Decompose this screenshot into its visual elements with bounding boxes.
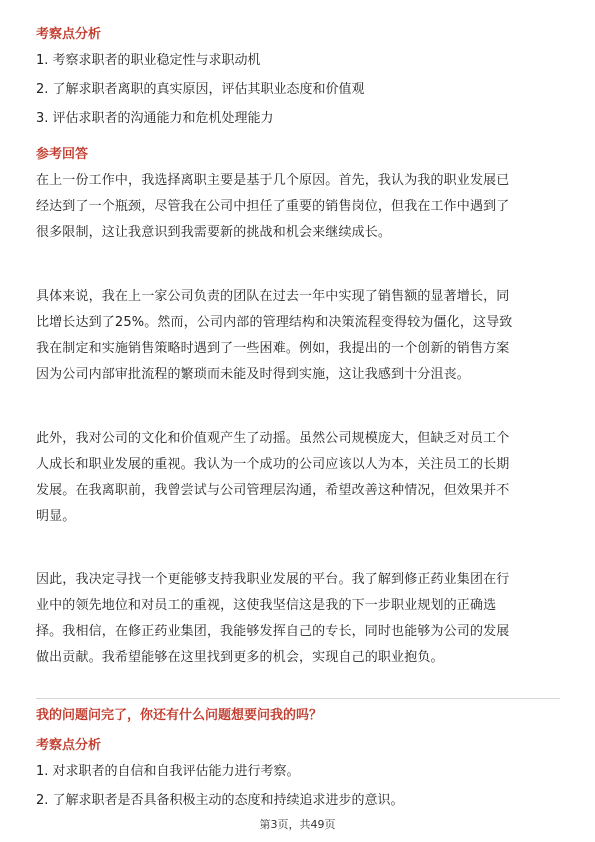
paragraph-line: 业中的领先地位和对员工的重视，这使我坚信这是我的下一步职业规划的正确选 xyxy=(36,598,497,613)
paragraph-line: 在上一份工作中，我选择离职主要是基于几个原因。首先，我认为我的职业发展已 xyxy=(36,173,510,188)
analysis-item-2: 2. 了解求职者是否具备积极主动的态度和持续追求进步的意识。 xyxy=(36,793,404,808)
answer-paragraph-1 xyxy=(36,168,560,246)
analysis-item-1: 1. 考察求职者的职业稳定性与求职动机 xyxy=(36,53,261,68)
paragraph-line: 我在制定和实施销售策略时遇到了一些困难。例如，我提出的一个创新的销售方案 xyxy=(36,341,510,356)
section-divider xyxy=(36,698,560,699)
analysis-item-2: 2. 了解求职者离职的真实原因，评估其职业态度和价值观 xyxy=(36,82,365,97)
paragraph-line: 因此，我决定寻找一个更能够支持我职业发展的平台。我了解到修正药业集团在行 xyxy=(36,572,510,587)
analysis-item-1: 1. 对求职者的自信和自我评估能力进行考察。 xyxy=(36,764,300,779)
answer-paragraph-4 xyxy=(36,567,560,671)
section-heading-analysis-2: 考察点分析 xyxy=(36,738,102,753)
paragraph-line: 择。我相信，在修正药业集团，我能够发挥自己的专长，同时也能够为公司的发展 xyxy=(36,624,510,639)
paragraph-line: 此外，我对公司的文化和价值观产生了动摇。虽然公司规模庞大，但缺乏对员工个 xyxy=(36,431,510,446)
paragraph-line: 因为公司内部审批流程的繁琐而未能及时得到实施，这让我感到十分沮丧。 xyxy=(36,367,470,382)
answer-paragraph-2 xyxy=(36,284,560,388)
analysis-item-3: 3. 评估求职者的沟通能力和危机处理能力 xyxy=(36,111,274,126)
section-heading-answer: 参考回答 xyxy=(36,147,89,162)
paragraph-line: 明显。 xyxy=(36,509,76,524)
paragraph-line: 经达到了一个瓶颈，尽管我在公司中担任了重要的销售岗位，但我在工作中遇到了 xyxy=(36,199,510,214)
paragraph-line: 很多限制，这让我意识到我需要新的挑战和机会来继续成长。 xyxy=(36,225,392,240)
section-heading-analysis: 考察点分析 xyxy=(36,27,102,42)
paragraph-line: 做出贡献。我希望能够在这里找到更多的机会，实现自己的职业抱负。 xyxy=(36,650,444,665)
paragraph-line: 人成长和职业发展的重视。我认为一个成功的公司应该以人为本，关注员工的长期 xyxy=(36,457,510,472)
answer-paragraph-3 xyxy=(36,426,560,530)
paragraph-line: 发展。在我离职前，我曾尝试与公司管理层沟通，希望改善这种情况，但效果并不 xyxy=(36,483,510,498)
page-number: 第3页，共49页 xyxy=(259,818,336,831)
question-title: 我的问题问完了，你还有什么问题想要问我的吗？ xyxy=(36,708,323,723)
paragraph-line: 比增长达到了25%。然而，公司内部的管理结构和决策流程变得较为僵化，这导致 xyxy=(36,315,513,330)
paragraph-line: 具体来说，我在上一家公司负责的团队在过去一年中实现了销售额的显著增长，同 xyxy=(36,289,510,304)
